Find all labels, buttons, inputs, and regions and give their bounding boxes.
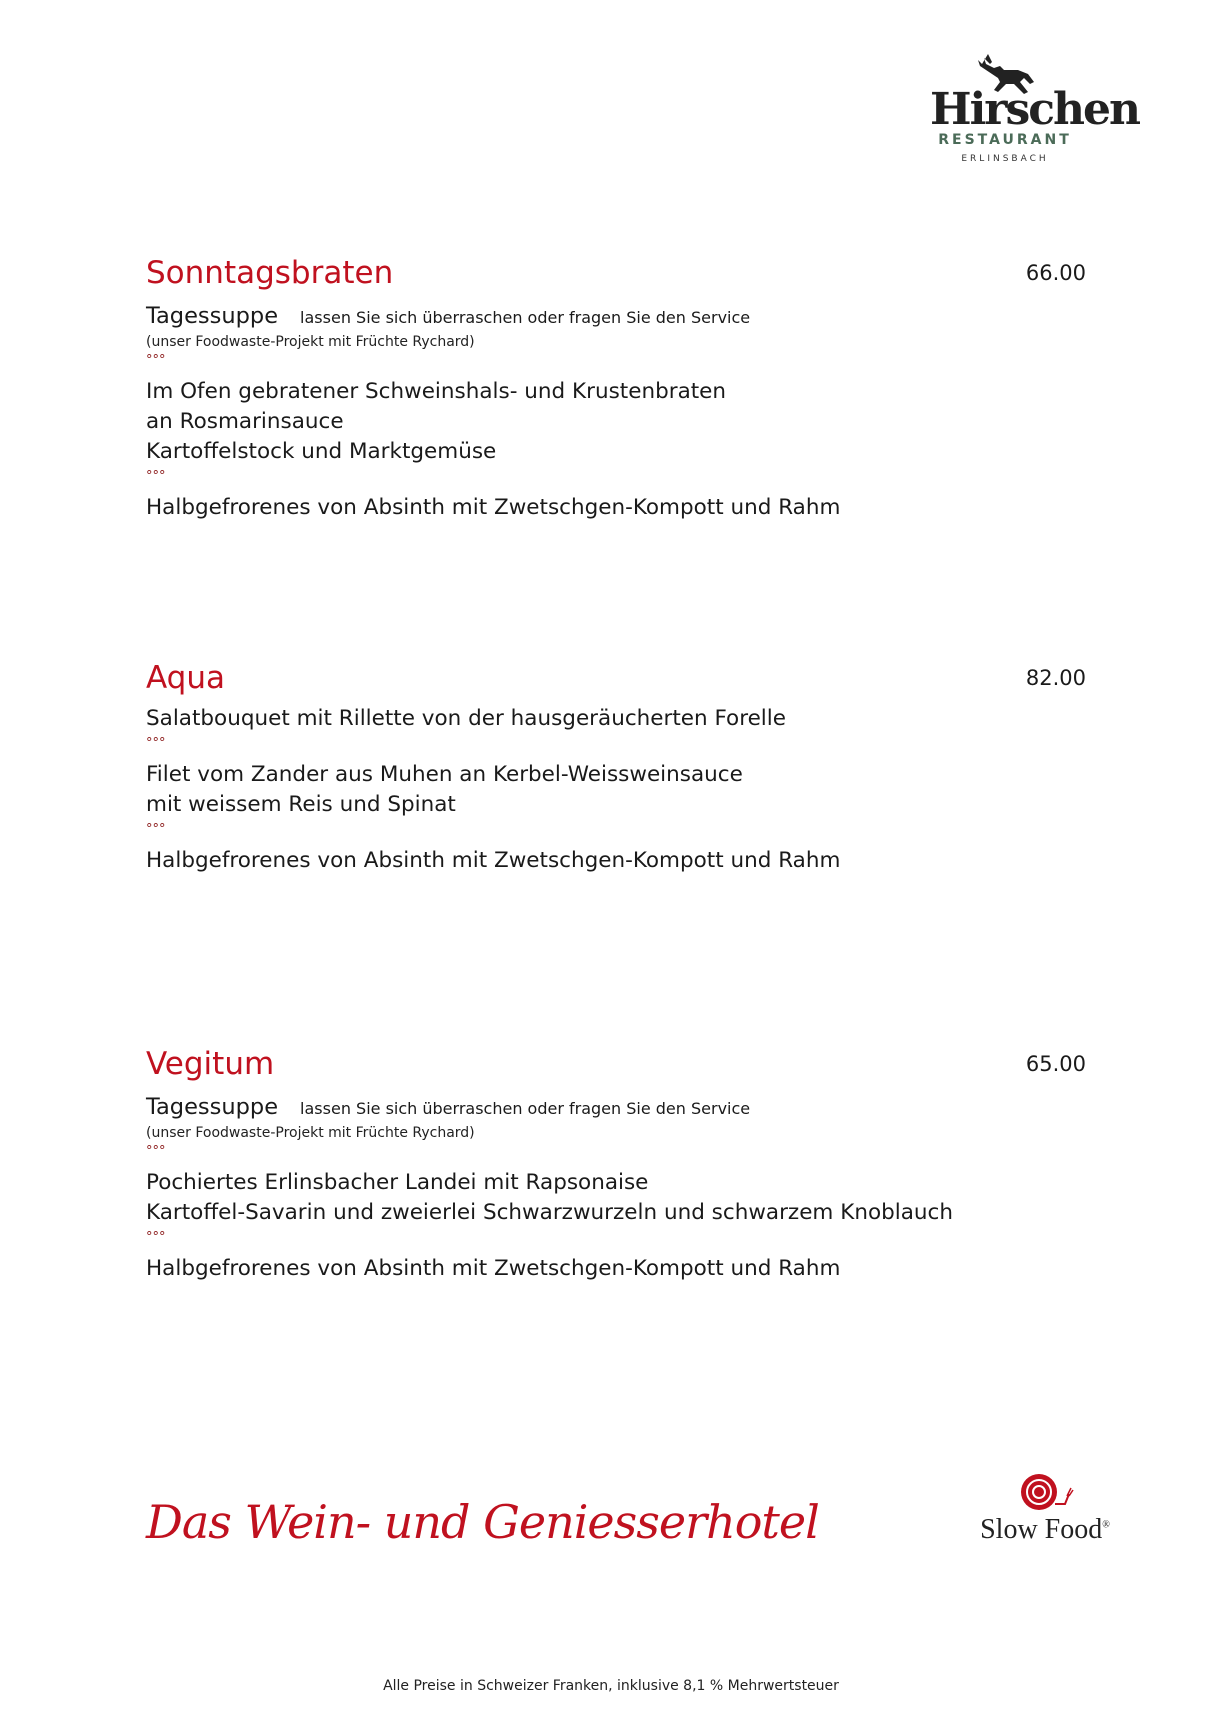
main-line: Filet vom Zander aus Muhen an Kerbel-Weissweinsauce <box>146 762 743 787</box>
main-line: an Rosmarinsauce <box>146 409 344 434</box>
course-soup <box>146 1092 1086 1124</box>
main-line: Pochiertes Erlinsbacher Landei mit Rapsonaise <box>146 1170 649 1195</box>
soup-note: lassen Sie sich überraschen oder fragen Sie den Service <box>300 308 751 327</box>
separator: °°° <box>146 736 166 751</box>
menu-price: 66.00 <box>1025 261 1086 285</box>
slowfood-logo <box>970 1470 1120 1546</box>
separator: °°° <box>146 1230 166 1245</box>
separator: °°° <box>146 822 166 837</box>
soup-name: Tagessuppe <box>146 1094 279 1120</box>
dessert-line: Halbgefrorenes von Absinth mit Zwetschgen-Kompott und Rahm <box>146 848 841 873</box>
slogan: Das Wein- und Geniesserhotel <box>146 1495 819 1549</box>
course-soup <box>146 301 1086 333</box>
menu-price: 65.00 <box>1025 1052 1086 1076</box>
dessert-line: Halbgefrorenes von Absinth mit Zwetschgen-Kompott und Rahm <box>146 495 841 520</box>
separator: °°° <box>146 353 166 368</box>
main-line: Kartoffelstock und Marktgemüse <box>146 439 497 464</box>
separator: °°° <box>146 469 166 484</box>
menu-vegitum <box>146 1046 1086 1284</box>
main-line: Kartoffel-Savarin und zweierlei Schwarzwurzeln und schwarzem Knoblauch <box>146 1200 953 1225</box>
logo-name: Hirschen <box>930 84 1140 135</box>
menu-aqua <box>146 660 1086 876</box>
registered-mark: ® <box>1102 1519 1110 1531</box>
soup-note: lassen Sie sich überraschen oder fragen Sie den Service <box>300 1099 751 1118</box>
menu-price: 82.00 <box>1025 666 1086 690</box>
footer-note: Alle Preise in Schweizer Franken, inklusive 8,1 % Mehrwertsteuer <box>383 1678 839 1694</box>
dessert-line: Halbgefrorenes von Absinth mit Zwetschgen-Kompott und Rahm <box>146 1256 841 1281</box>
menu-title: Aqua <box>146 660 225 696</box>
soup-name: Tagessuppe <box>146 303 279 329</box>
soup-subnote: (unser Foodwaste-Projekt mit Früchte Rychard) <box>146 1125 475 1141</box>
logo-location: ERLINSBACH <box>961 154 1049 164</box>
slowfood-text: Slow Food® <box>980 1514 1110 1545</box>
soup-subnote: (unser Foodwaste-Projekt mit Früchte Rychard) <box>146 334 475 350</box>
menu-sonntagsbraten <box>146 255 1086 523</box>
starter-line: Salatbouquet mit Rillette von der hausgeräucherten Forelle <box>146 706 786 731</box>
main-line: mit weissem Reis und Spinat <box>146 792 456 817</box>
menu-title: Vegitum <box>146 1046 275 1082</box>
menu-title: Sonntagsbraten <box>146 255 394 291</box>
separator: °°° <box>146 1144 166 1159</box>
logo-subtitle: RESTAURANT <box>938 132 1072 148</box>
snail-icon <box>1015 1470 1075 1514</box>
main-line: Im Ofen gebratener Schweinshals- und Krustenbraten <box>146 379 727 404</box>
hirschen-logo <box>930 52 1140 192</box>
